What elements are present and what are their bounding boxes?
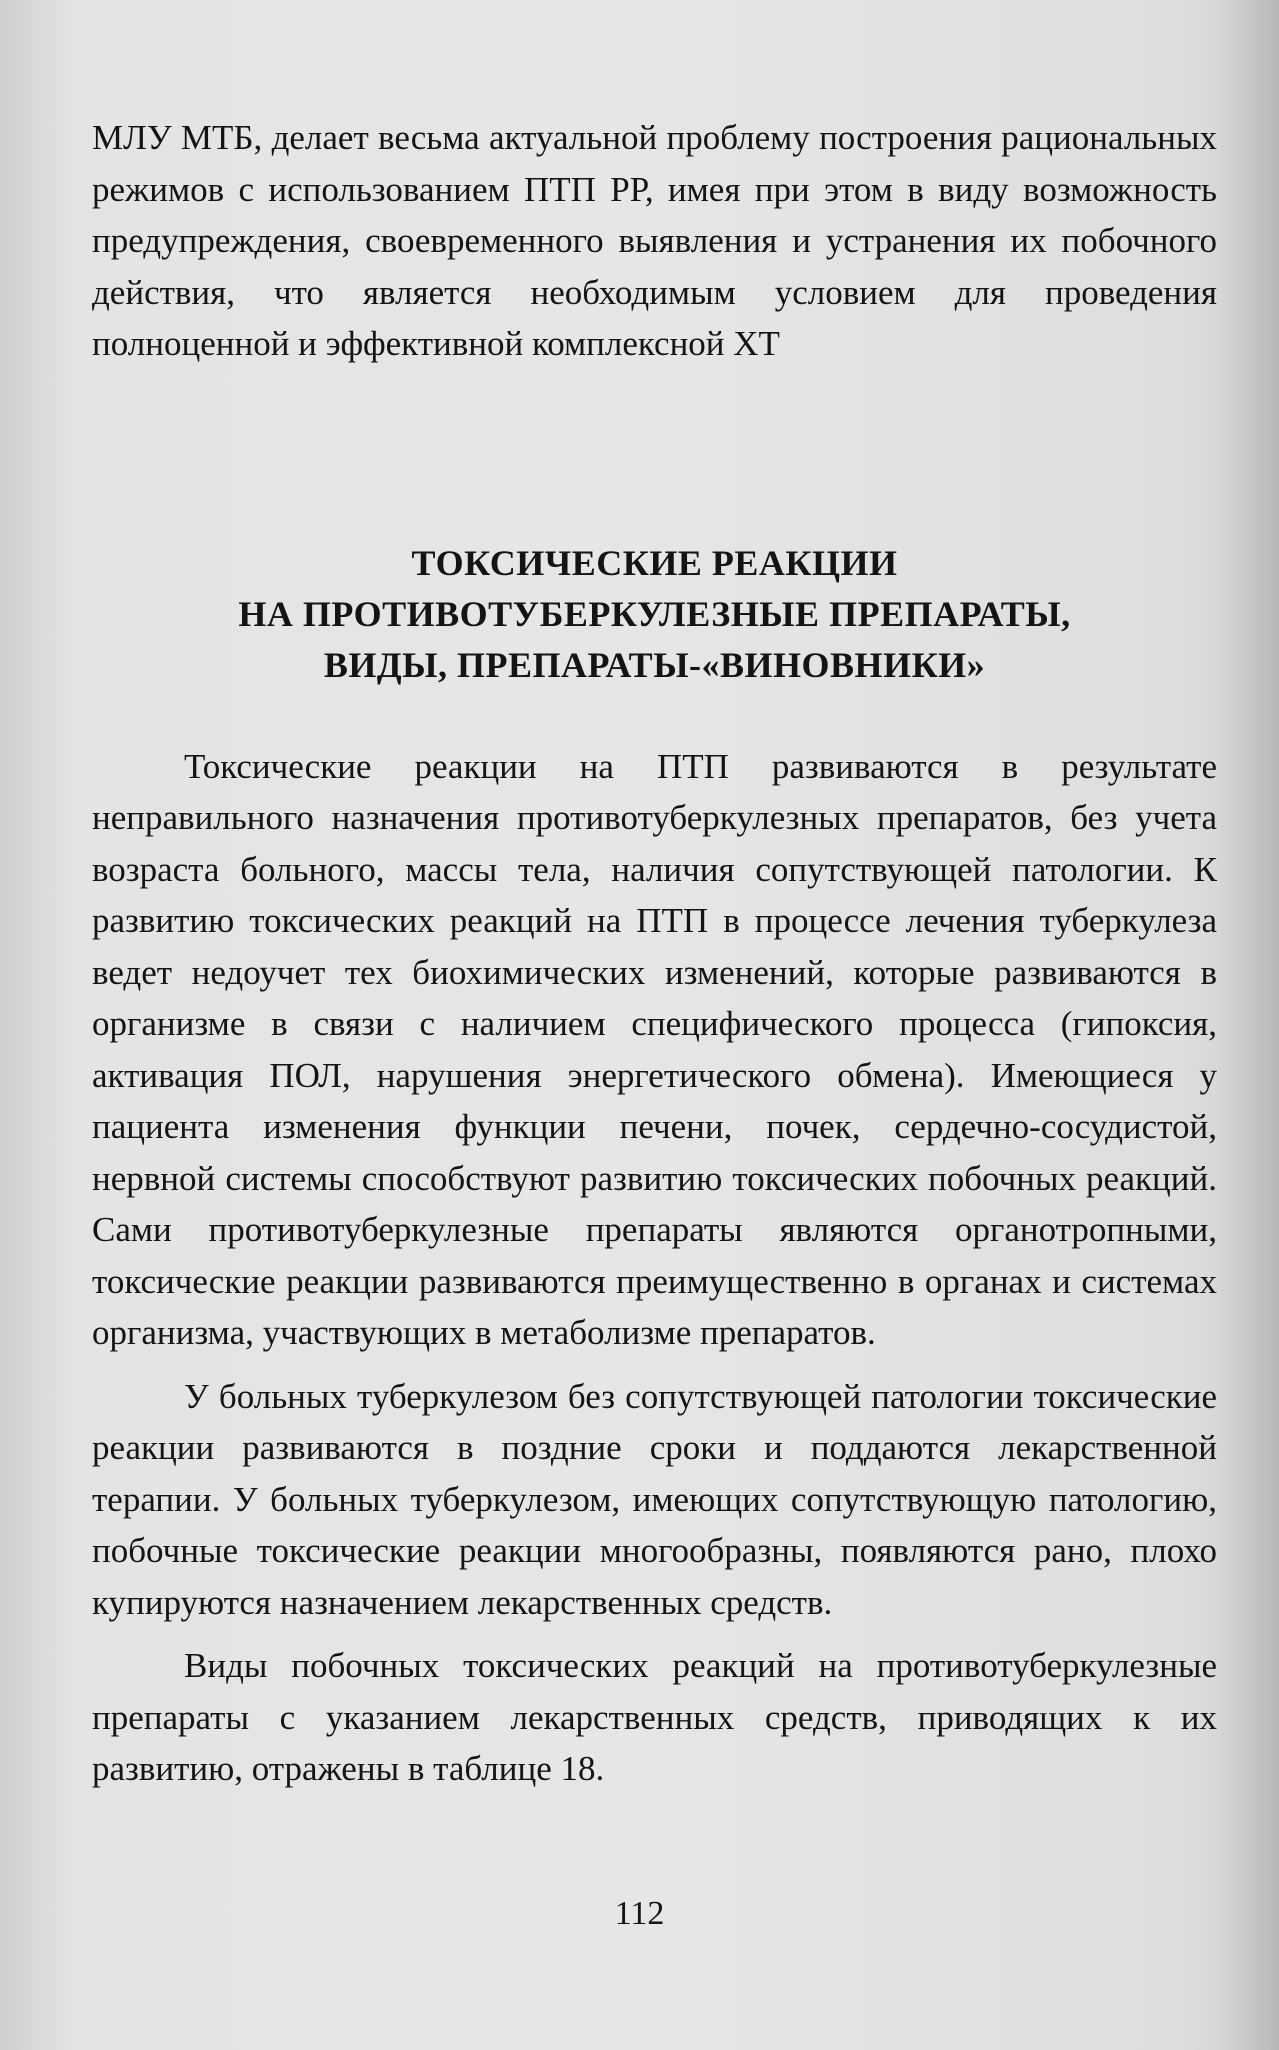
intro-paragraph: МЛУ МТБ, делает весьма актуальной проблему построения рациональных режимов с использованием ПТП РР, имея при этом в виду возможность предупреждения, своевременного выявления и устранения их побочного действия, что является необходимым условием для проведения полноценной и эффективной комплексной ХТ — [92, 118, 1217, 363]
page-content — [92, 112, 1217, 1795]
heading-line-2: НА ПРОТИВОТУБЕРКУЛЕЗНЫЕ ПРЕПАРАТЫ, — [238, 593, 1071, 634]
section-heading — [92, 538, 1217, 691]
body-paragraph-3: Виды побочных токсических реакций на противотуберкулезные препараты с указанием лекарственных средств, приводящих к их развитию, отражены в таблице 18. — [92, 1646, 1217, 1788]
page-edge-shadow — [1219, 0, 1279, 2050]
body-paragraph-1: Токсические реакции на ПТП развиваются в результате неправильного назначения противотуберкулезных препаратов, без учета возраста больного, массы тела, наличия сопутствующей патологии. К развитию токсических реакций на ПТП в процессе лечения туберкулеза ведет недоучет тех биохимических изменений, которые развиваются в организме в связи с наличием специфического процесса (гипоксия, активация ПОЛ, нарушения энергетического обмена). Имеющиеся у пациента изменения функции печени, почек, сердечно-сосудистой, нервной системы способствуют развитию токсических побочных реакций. Сами противотуберкулезные препараты являются органотропными, токсические реакции развиваются преимущественно в органах и системах организма, участвующих в метаболизме препаратов. — [92, 746, 1217, 1352]
heading-line-1: ТОКСИЧЕСКИЕ РЕАКЦИИ — [411, 542, 898, 583]
heading-line-3: ВИДЫ, ПРЕПАРАТЫ-«ВИНОВНИКИ» — [323, 644, 986, 685]
page-number: 112 — [614, 1895, 665, 1932]
body-paragraph-2: У больных туберкулезом без сопутствующей патологии токсические реакции развиваются в поздние сроки и поддаются лекарственной терапии. У больных туберкулезом, имеющих сопутствующую патологию, побочные токсические реакции многообразны, появляются рано, плохо купируются назначением лекарственных средств. — [92, 1376, 1217, 1622]
